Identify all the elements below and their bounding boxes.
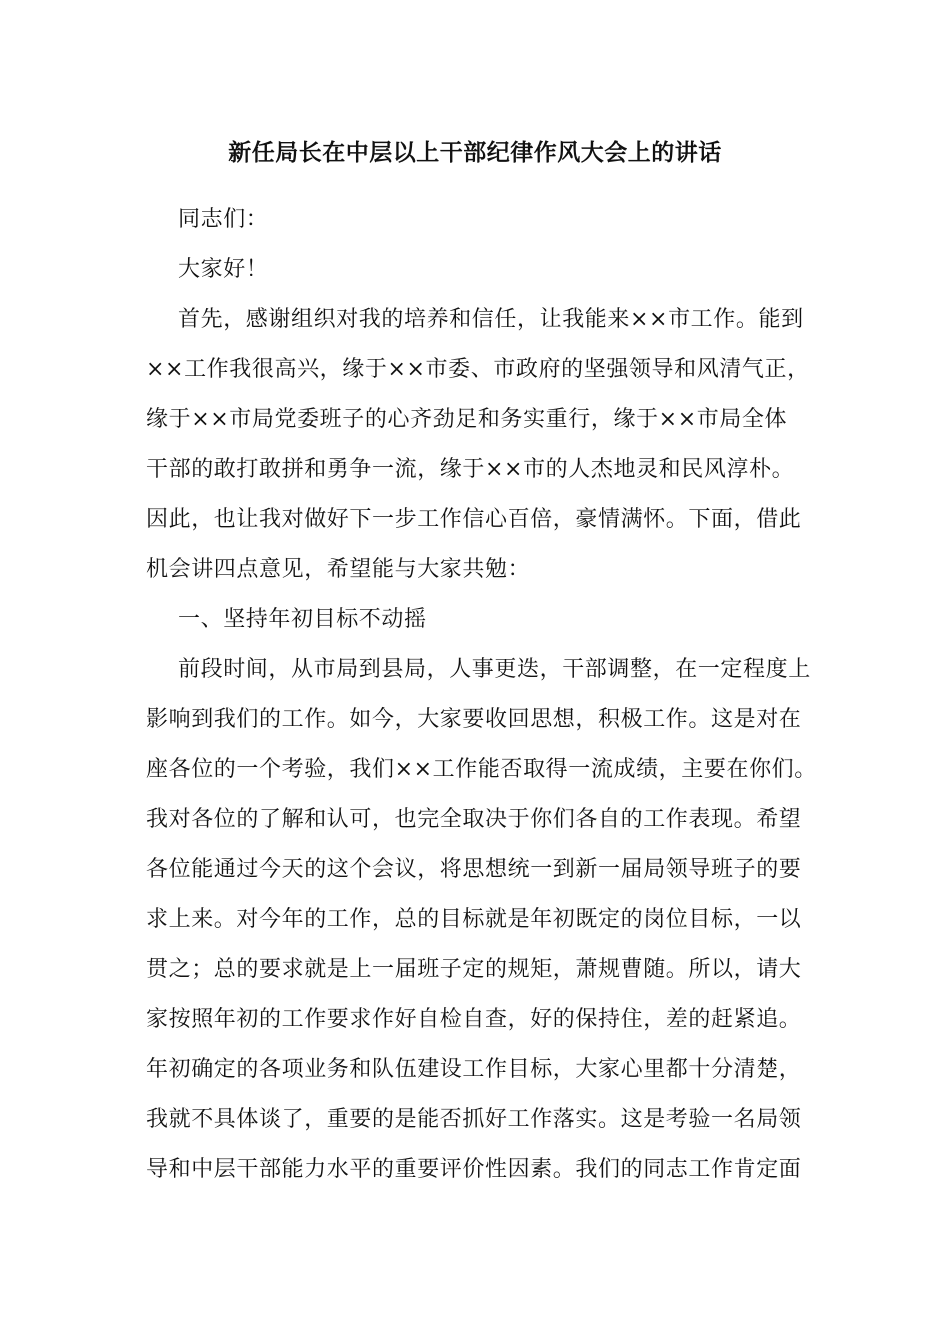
paragraph-line: 求上来。对今年的工作，总的目标就是年初既定的岗位目标，一以 xyxy=(146,907,802,932)
paragraph-line: 导和中层干部能力水平的重要评价性因素。我们的同志工作肯定面 xyxy=(146,1157,802,1182)
paragraph-line: 座各位的一个考验，我们××工作能否取得一流成绩，主要在你们。 xyxy=(146,757,817,782)
paragraph-line: 年初确定的各项业务和队伍建设工作目标，大家心里都十分清楚， xyxy=(146,1057,802,1082)
paragraph-line: 首先，感谢组织对我的培养和信任，让我能来××市工作。能到 xyxy=(178,307,804,332)
paragraph-line: 前段时间，从市局到县局，人事更迭，干部调整，在一定程度上 xyxy=(178,657,811,682)
paragraph-line: 我对各位的了解和认可，也完全取决于你们各自的工作表现。希望 xyxy=(146,807,802,832)
greeting: 大家好！ xyxy=(178,257,269,282)
paragraph-line: 机会讲四点意见，希望能与大家共勉： xyxy=(146,557,531,582)
document-title: 新任局长在中层以上干部纪律作风大会上的讲话 xyxy=(228,139,722,166)
paragraph-line: 家按照年初的工作要求作好自检自查，好的保持住，差的赶紧追。 xyxy=(146,1007,802,1032)
paragraph-line: 因此，也让我对做好下一步工作信心百倍，豪情满怀。下面，借此 xyxy=(146,507,802,532)
paragraph-line: 贯之；总的要求就是上一届班子定的规矩，萧规曹随。所以，请大 xyxy=(146,957,802,982)
paragraph-line: 影响到我们的工作。如今，大家要收回思想，积极工作。这是对在 xyxy=(146,707,802,732)
paragraph-line: ××工作我很高兴，缘于××市委、市政府的坚强领导和风清气正， xyxy=(146,357,810,382)
paragraph-line: 干部的敢打敢拼和勇争一流，缘于××市的人杰地灵和民风淳朴。 xyxy=(146,457,795,482)
paragraph-line: 缘于××市局党委班子的心齐劲足和务实重行，缘于××市局全体 xyxy=(146,407,788,432)
section-heading: 一、坚持年初目标不动摇 xyxy=(178,607,427,632)
paragraph-line: 各位能通过今天的这个会议，将思想统一到新一届局领导班子的要 xyxy=(146,857,802,882)
salutation: 同志们： xyxy=(178,207,269,232)
paragraph-line: 我就不具体谈了，重要的是能否抓好工作落实。这是考验一名局领 xyxy=(146,1107,802,1132)
